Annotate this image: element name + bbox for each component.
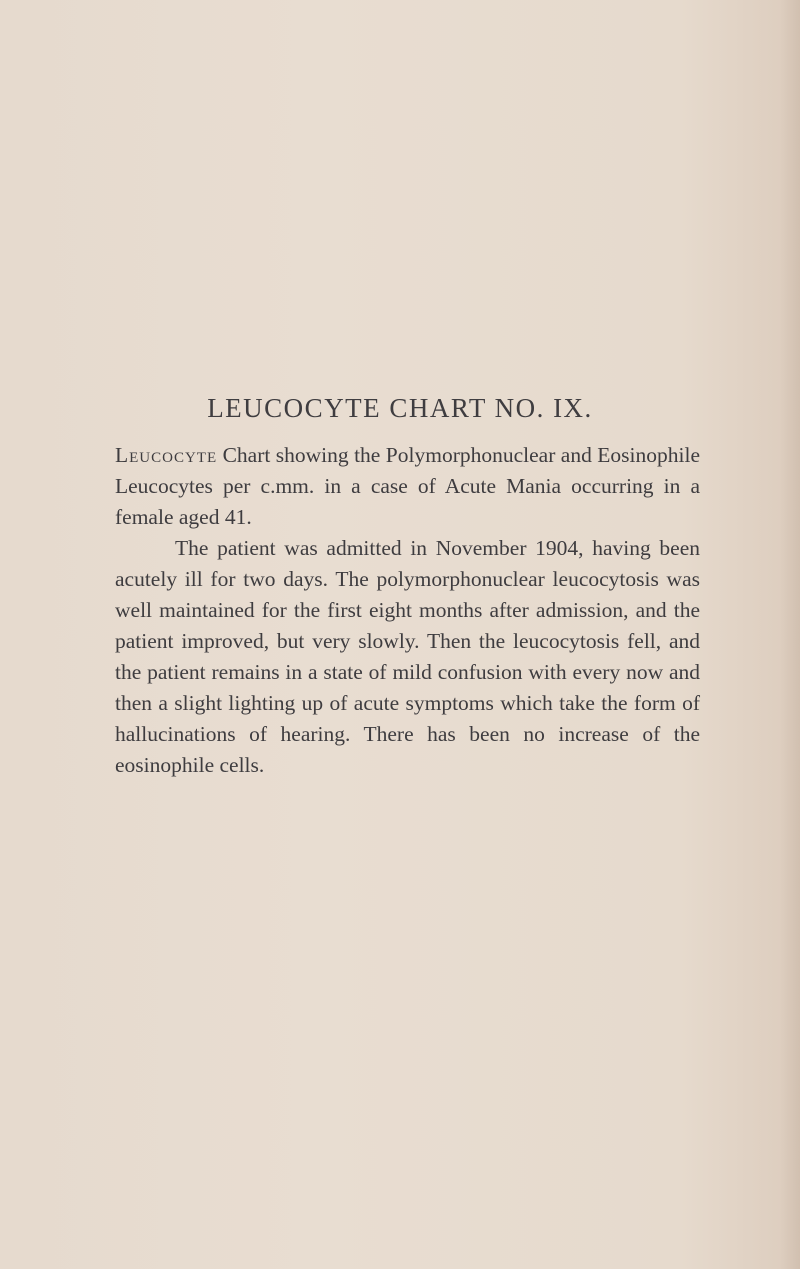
summary-lead-word: Leucocyte bbox=[115, 443, 218, 467]
description-text bbox=[115, 440, 700, 781]
paragraph-summary bbox=[115, 440, 700, 533]
chart-title: LEUCOCYTE CHART NO. IX. bbox=[207, 393, 593, 423]
summary-text: Chart showing the Polymorphonuclear and Eosinophile Leucocytes per c.mm. in a case of Acute Mania occurring in a female aged 41. bbox=[115, 443, 700, 529]
page-edge-shadow bbox=[780, 0, 800, 1269]
paragraph-case-history: The patient was admitted in November 1904, having been acutely ill for two days. The polymorphonuclear leucocytosis was well maintained for the first eight months after admission, and the patient improved, but very slowly. Then the leucocytosis fell, and the patient remains in a state of mild confusion with every now and then a slight lighting up of acute symptoms which take the form of hallucinations of hearing. There has been no increase of the eosinophile cells. bbox=[115, 536, 700, 777]
